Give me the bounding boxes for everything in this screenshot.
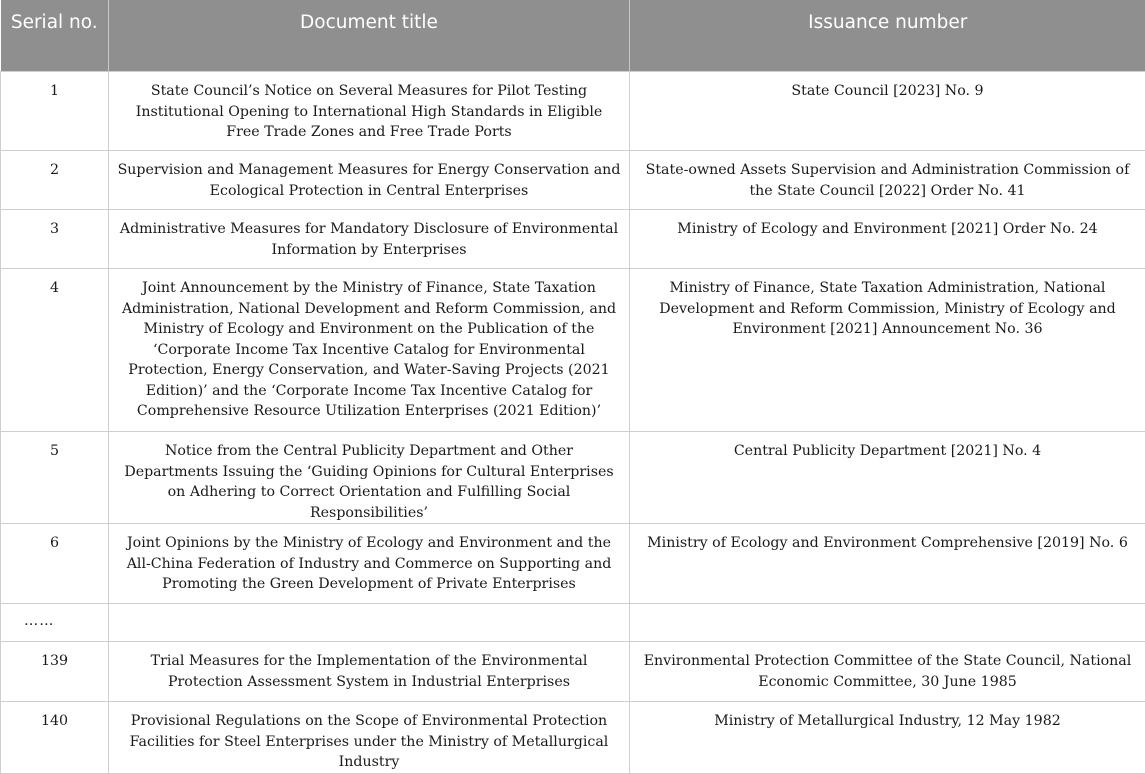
issuance-cell: State-owned Assets Supervision and Administration Commission of the State Council [2022] Order No. 41 — [630, 151, 1145, 210]
title-cell: Joint Opinions by the Ministry of Ecology and Environment and the All-China Federation of Industry and Commerce on Supporting and Promoting the Green Development of Private Enterprises — [109, 524, 630, 604]
serial-cell: 140 — [1, 702, 109, 774]
header-serial-no: Serial no. — [1, 0, 109, 72]
ellipsis-cell: …… — [1, 604, 109, 642]
issuance-cell: Central Publicity Department [2021] No. 4 — [630, 432, 1145, 524]
serial-cell: 2 — [1, 151, 109, 210]
title-cell: Joint Announcement by the Ministry of Finance, State Taxation Administration, National Development and Reform Commission, and Ministry of Ecology and Environment on the Publication of the ‘Corporate Income Tax Incentive Catalog for Environmental Protection, Energy Conservation, and Water-Saving Projects (2021 Edition)’ and the ‘Corporate Income Tax Incentive Catalog for Comprehensive Resource Utilization Enterprises (2021 Edition)’ — [109, 269, 630, 432]
table-row-ellipsis — [1, 604, 1145, 642]
table-row — [1, 642, 1145, 702]
table-row — [1, 269, 1145, 432]
table-row — [1, 524, 1145, 604]
issuance-cell-empty — [630, 604, 1145, 642]
table-row — [1, 72, 1145, 151]
table-row — [1, 432, 1145, 524]
title-cell: Trial Measures for the Implementation of the Environmental Protection Assessment System in Industrial Enterprises — [109, 642, 630, 702]
table-row — [1, 210, 1145, 269]
table-header-row — [1, 0, 1145, 72]
table-row — [1, 702, 1145, 774]
serial-cell: 1 — [1, 72, 109, 151]
title-cell: Notice from the Central Publicity Department and Other Departments Issuing the ‘Guiding Opinions for Cultural Enterprises on Adhering to Correct Orientation and Fulfilling Social Responsibilities’ — [109, 432, 630, 524]
serial-cell: 5 — [1, 432, 109, 524]
serial-cell: 6 — [1, 524, 109, 604]
issuance-cell: Ministry of Finance, State Taxation Administration, National Development and Reform Commission, Ministry of Ecology and Environment [2021] Announcement No. 36 — [630, 269, 1145, 432]
header-document-title: Document title — [109, 0, 630, 72]
serial-cell: 139 — [1, 642, 109, 702]
issuance-cell: State Council [2023] No. 9 — [630, 72, 1145, 151]
title-cell: Provisional Regulations on the Scope of Environmental Protection Facilities for Steel Enterprises under the Ministry of Metallurgical Industry — [109, 702, 630, 774]
table-row — [1, 151, 1145, 210]
issuance-cell: Ministry of Ecology and Environment [2021] Order No. 24 — [630, 210, 1145, 269]
serial-cell: 3 — [1, 210, 109, 269]
title-cell: Administrative Measures for Mandatory Disclosure of Environmental Information by Enterprises — [109, 210, 630, 269]
issuance-cell: Ministry of Metallurgical Industry, 12 May 1982 — [630, 702, 1145, 774]
serial-cell: 4 — [1, 269, 109, 432]
title-cell: State Council’s Notice on Several Measures for Pilot Testing Institutional Opening to International High Standards in Eligible Free Trade Zones and Free Trade Ports — [109, 72, 630, 151]
header-issuance-number: Issuance number — [630, 0, 1145, 72]
title-cell-empty — [109, 604, 630, 642]
title-cell: Supervision and Management Measures for Energy Conservation and Ecological Protection in Central Enterprises — [109, 151, 630, 210]
issuance-cell: Ministry of Ecology and Environment Comprehensive [2019] No. 6 — [630, 524, 1145, 604]
issuance-cell: Environmental Protection Committee of the State Council, National Economic Committee, 30 June 1985 — [630, 642, 1145, 702]
